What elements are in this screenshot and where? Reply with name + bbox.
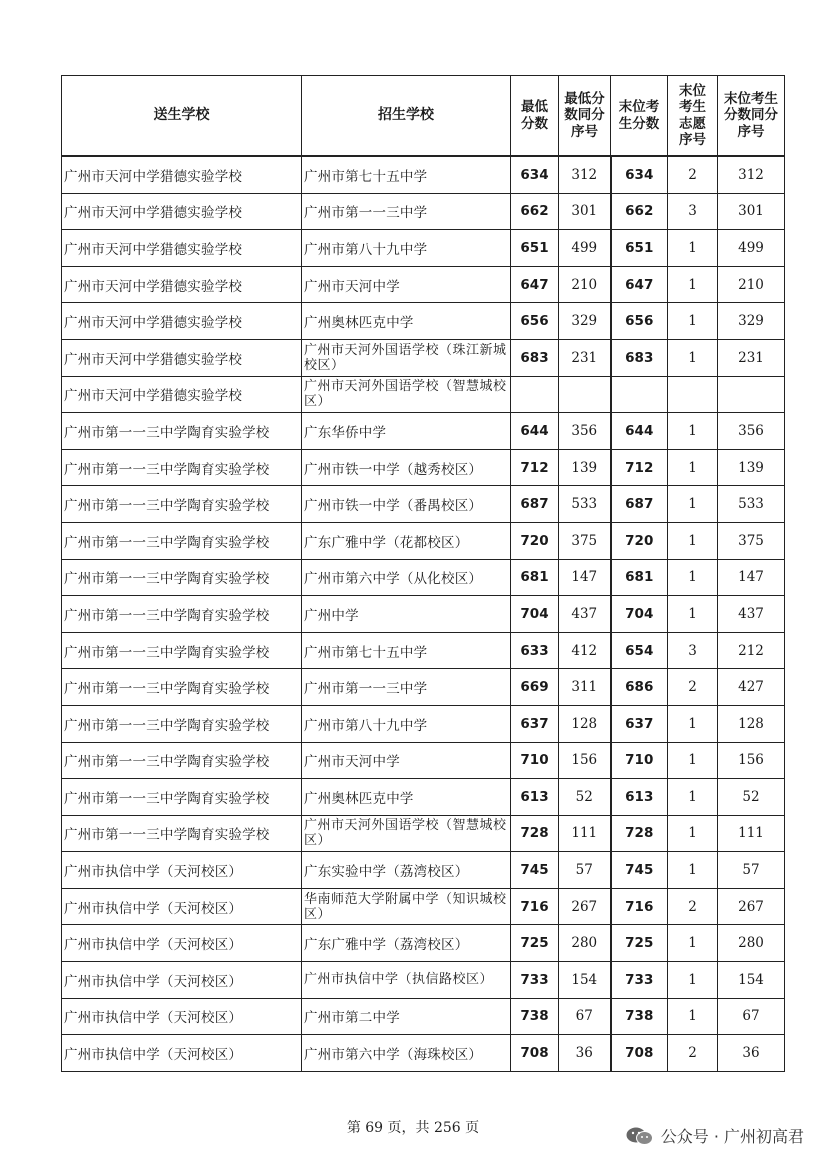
recv-school-cell: 广州市天河外国语学校（智慧城校区） <box>302 815 511 852</box>
table-row <box>62 669 785 706</box>
send-school-cell: 广州市执信中学（天河校区） <box>62 852 302 889</box>
last-score-cell: 687 <box>611 486 668 523</box>
recv-school-cell: 广州市第六中学（从化校区） <box>302 559 511 596</box>
last-rank-cell: 36 <box>718 1035 785 1072</box>
table-row <box>62 888 785 925</box>
send-school-cell: 广州市第一一三中学陶育实验学校 <box>62 596 302 633</box>
recv-school-cell: 广州市第八十九中学 <box>302 705 511 742</box>
min-score-rank-cell: 36 <box>559 1035 611 1072</box>
min-score-cell: 647 <box>511 266 559 303</box>
header-last-choice: 末位 考生 志愿 序号 <box>668 76 718 157</box>
last-rank-cell: 499 <box>718 230 785 267</box>
min-score-cell: 662 <box>511 193 559 230</box>
min-score-rank-cell <box>559 376 611 413</box>
table-row <box>62 339 785 376</box>
table-row <box>62 303 785 340</box>
last-choice-cell: 1 <box>668 413 718 450</box>
page-footer: 第 69 页，共 256 页 <box>346 1120 480 1136</box>
send-school-cell: 广州市执信中学（天河校区） <box>62 998 302 1035</box>
send-school-cell: 广州市第一一三中学陶育实验学校 <box>62 815 302 852</box>
min-score-rank-cell: 128 <box>559 705 611 742</box>
recv-school-cell: 广州市铁一中学（番禺校区） <box>302 486 511 523</box>
last-choice-cell: 1 <box>668 266 718 303</box>
min-score-rank-cell: 210 <box>559 266 611 303</box>
last-score-cell: 738 <box>611 998 668 1035</box>
min-score-rank-cell: 412 <box>559 632 611 669</box>
min-score-cell: 637 <box>511 705 559 742</box>
recv-school-cell: 广州市天河外国语学校（智慧城校区） <box>302 376 511 413</box>
table-row <box>62 559 785 596</box>
table-row <box>62 230 785 267</box>
send-school-cell: 广州市第一一三中学陶育实验学校 <box>62 705 302 742</box>
send-school-cell: 广州市天河中学猎德实验学校 <box>62 339 302 376</box>
last-score-cell: 704 <box>611 596 668 633</box>
last-score-cell: 712 <box>611 449 668 486</box>
min-score-rank-cell: 499 <box>559 230 611 267</box>
min-score-cell: 716 <box>511 888 559 925</box>
recv-school-cell: 华南师范大学附属中学（知识城校区） <box>302 888 511 925</box>
table-row <box>62 156 785 193</box>
last-score-cell: 683 <box>611 339 668 376</box>
last-choice-cell: 1 <box>668 815 718 852</box>
send-school-cell: 广州市第一一三中学陶育实验学校 <box>62 559 302 596</box>
send-school-cell: 广州市天河中学猎德实验学校 <box>62 230 302 267</box>
table-row <box>62 852 785 889</box>
watermark <box>625 1124 804 1147</box>
last-choice-cell: 1 <box>668 705 718 742</box>
last-score-cell: 613 <box>611 779 668 816</box>
recv-school-cell: 广东广雅中学（荔湾校区） <box>302 925 511 962</box>
last-rank-cell: 156 <box>718 742 785 779</box>
recv-school-cell: 广州市第六中学（海珠校区） <box>302 1035 511 1072</box>
recv-school-cell: 广州市铁一中学（越秀校区） <box>302 449 511 486</box>
min-score-cell: 745 <box>511 852 559 889</box>
min-score-cell: 720 <box>511 522 559 559</box>
last-choice-cell: 1 <box>668 779 718 816</box>
table-row <box>62 413 785 450</box>
last-choice-cell: 3 <box>668 632 718 669</box>
last-score-cell: 656 <box>611 303 668 340</box>
min-score-cell: 613 <box>511 779 559 816</box>
recv-school-cell: 广东华侨中学 <box>302 413 511 450</box>
recv-school-cell: 广州奥林匹克中学 <box>302 779 511 816</box>
last-score-cell: 647 <box>611 266 668 303</box>
recv-school-cell: 广州市第七十五中学 <box>302 156 511 193</box>
last-score-cell: 637 <box>611 705 668 742</box>
header-min-score-rank: 最低分 数同分 序号 <box>559 76 611 157</box>
last-rank-cell: 67 <box>718 998 785 1035</box>
min-score-rank-cell: 147 <box>559 559 611 596</box>
min-score-rank-cell: 67 <box>559 998 611 1035</box>
recv-school-cell: 广州市第七十五中学 <box>302 632 511 669</box>
last-rank-cell: 52 <box>718 779 785 816</box>
last-rank-cell: 154 <box>718 962 785 999</box>
min-score-rank-cell: 267 <box>559 888 611 925</box>
last-score-cell: 681 <box>611 559 668 596</box>
recv-school-cell: 广州中学 <box>302 596 511 633</box>
table-row <box>62 632 785 669</box>
last-score-cell: 654 <box>611 632 668 669</box>
min-score-cell: 669 <box>511 669 559 706</box>
send-school-cell: 广州市第一一三中学陶育实验学校 <box>62 632 302 669</box>
last-rank-cell: 375 <box>718 522 785 559</box>
recv-school-cell: 广州市第一一三中学 <box>302 193 511 230</box>
last-rank-cell: 139 <box>718 449 785 486</box>
min-score-cell: 738 <box>511 998 559 1035</box>
min-score-rank-cell: 154 <box>559 962 611 999</box>
last-choice-cell: 1 <box>668 230 718 267</box>
min-score-rank-cell: 301 <box>559 193 611 230</box>
recv-school-cell: 广州市天河中学 <box>302 742 511 779</box>
recv-school-cell: 广州市第二中学 <box>302 998 511 1035</box>
table-row <box>62 193 785 230</box>
header-last-score: 末位考 生分数 <box>611 76 668 157</box>
last-choice-cell: 3 <box>668 193 718 230</box>
recv-school-cell: 广州市天河中学 <box>302 266 511 303</box>
last-choice-cell: 1 <box>668 998 718 1035</box>
last-rank-cell: 111 <box>718 815 785 852</box>
min-score-cell: 633 <box>511 632 559 669</box>
min-score-cell: 687 <box>511 486 559 523</box>
table-row <box>62 449 785 486</box>
min-score-rank-cell: 139 <box>559 449 611 486</box>
last-rank-cell: 147 <box>718 559 785 596</box>
last-rank-cell <box>718 376 785 413</box>
min-score-rank-cell: 375 <box>559 522 611 559</box>
min-score-cell: 656 <box>511 303 559 340</box>
send-school-cell: 广州市执信中学（天河校区） <box>62 888 302 925</box>
last-choice-cell: 1 <box>668 925 718 962</box>
last-rank-cell: 533 <box>718 486 785 523</box>
table-row <box>62 486 785 523</box>
last-choice-cell <box>668 376 718 413</box>
min-score-rank-cell: 437 <box>559 596 611 633</box>
recv-school-cell: 广东广雅中学（花都校区） <box>302 522 511 559</box>
last-choice-cell: 2 <box>668 156 718 193</box>
last-choice-cell: 1 <box>668 559 718 596</box>
last-rank-cell: 212 <box>718 632 785 669</box>
last-choice-cell: 1 <box>668 962 718 999</box>
last-score-cell: 644 <box>611 413 668 450</box>
last-choice-cell: 1 <box>668 486 718 523</box>
send-school-cell: 广州市第一一三中学陶育实验学校 <box>62 742 302 779</box>
table-row <box>62 998 785 1035</box>
last-score-cell: 662 <box>611 193 668 230</box>
min-score-cell: 708 <box>511 1035 559 1072</box>
last-score-cell: 710 <box>611 742 668 779</box>
header-min-score: 最低 分数 <box>511 76 559 157</box>
send-school-cell: 广州市第一一三中学陶育实验学校 <box>62 486 302 523</box>
score-table <box>61 75 785 1072</box>
min-score-cell: 634 <box>511 156 559 193</box>
min-score-cell: 733 <box>511 962 559 999</box>
min-score-rank-cell: 52 <box>559 779 611 816</box>
table-row <box>62 742 785 779</box>
last-score-cell: 720 <box>611 522 668 559</box>
last-score-cell: 745 <box>611 852 668 889</box>
last-score-cell: 651 <box>611 230 668 267</box>
min-score-rank-cell: 156 <box>559 742 611 779</box>
table-row <box>62 779 785 816</box>
table-row <box>62 596 785 633</box>
min-score-rank-cell: 311 <box>559 669 611 706</box>
table-row <box>62 962 785 999</box>
table-row <box>62 522 785 559</box>
min-score-cell: 644 <box>511 413 559 450</box>
last-choice-cell: 1 <box>668 852 718 889</box>
send-school-cell: 广州市第一一三中学陶育实验学校 <box>62 449 302 486</box>
last-rank-cell: 280 <box>718 925 785 962</box>
table-row <box>62 815 785 852</box>
send-school-cell: 广州市天河中学猎德实验学校 <box>62 376 302 413</box>
last-rank-cell: 427 <box>718 669 785 706</box>
last-choice-cell: 1 <box>668 596 718 633</box>
table-row <box>62 1035 785 1072</box>
last-choice-cell: 2 <box>668 1035 718 1072</box>
min-score-cell: 651 <box>511 230 559 267</box>
send-school-cell: 广州市第一一三中学陶育实验学校 <box>62 669 302 706</box>
table-row <box>62 705 785 742</box>
recv-school-cell: 广州市天河外国语学校（珠江新城校区） <box>302 339 511 376</box>
last-choice-cell: 1 <box>668 742 718 779</box>
send-school-cell: 广州市天河中学猎德实验学校 <box>62 266 302 303</box>
header-send-school: 送生学校 <box>62 76 302 157</box>
min-score-cell: 704 <box>511 596 559 633</box>
send-school-cell: 广州市第一一三中学陶育实验学校 <box>62 779 302 816</box>
table-row <box>62 266 785 303</box>
recv-school-cell: 广州市第八十九中学 <box>302 230 511 267</box>
last-choice-cell: 2 <box>668 888 718 925</box>
recv-school-cell: 广州市第一一三中学 <box>302 669 511 706</box>
min-score-rank-cell: 312 <box>559 156 611 193</box>
send-school-cell: 广州市天河中学猎德实验学校 <box>62 156 302 193</box>
last-rank-cell: 329 <box>718 303 785 340</box>
header-recv-school: 招生学校 <box>302 76 511 157</box>
last-score-cell: 725 <box>611 925 668 962</box>
min-score-rank-cell: 280 <box>559 925 611 962</box>
watermark-text: 公众号 · 广州初高君 <box>660 1127 804 1146</box>
min-score-cell: 681 <box>511 559 559 596</box>
send-school-cell: 广州市执信中学（天河校区） <box>62 962 302 999</box>
last-rank-cell: 312 <box>718 156 785 193</box>
last-score-cell: 634 <box>611 156 668 193</box>
min-score-rank-cell: 57 <box>559 852 611 889</box>
send-school-cell: 广州市天河中学猎德实验学校 <box>62 193 302 230</box>
last-score-cell: 708 <box>611 1035 668 1072</box>
last-rank-cell: 356 <box>718 413 785 450</box>
send-school-cell: 广州市天河中学猎德实验学校 <box>62 303 302 340</box>
min-score-cell: 710 <box>511 742 559 779</box>
last-score-cell: 728 <box>611 815 668 852</box>
last-rank-cell: 437 <box>718 596 785 633</box>
send-school-cell: 广州市第一一三中学陶育实验学校 <box>62 413 302 450</box>
send-school-cell: 广州市执信中学（天河校区） <box>62 925 302 962</box>
min-score-cell <box>511 376 559 413</box>
last-choice-cell: 1 <box>668 449 718 486</box>
last-rank-cell: 301 <box>718 193 785 230</box>
recv-school-cell: 广州市执信中学（执信路校区） <box>302 962 511 999</box>
header-last-rank: 末位考生 分数同分 序号 <box>718 76 785 157</box>
send-school-cell: 广州市执信中学（天河校区） <box>62 1035 302 1072</box>
last-choice-cell: 1 <box>668 339 718 376</box>
table-row <box>62 925 785 962</box>
table-row <box>62 376 785 413</box>
min-score-cell: 728 <box>511 815 559 852</box>
min-score-cell: 725 <box>511 925 559 962</box>
recv-school-cell: 广东实验中学（荔湾校区） <box>302 852 511 889</box>
last-choice-cell: 2 <box>668 669 718 706</box>
header-row <box>62 76 785 157</box>
last-rank-cell: 57 <box>718 852 785 889</box>
last-score-cell <box>611 376 668 413</box>
min-score-rank-cell: 111 <box>559 815 611 852</box>
last-rank-cell: 128 <box>718 705 785 742</box>
last-score-cell: 716 <box>611 888 668 925</box>
min-score-rank-cell: 533 <box>559 486 611 523</box>
last-rank-cell: 210 <box>718 266 785 303</box>
last-rank-cell: 231 <box>718 339 785 376</box>
last-rank-cell: 267 <box>718 888 785 925</box>
last-choice-cell: 1 <box>668 303 718 340</box>
last-score-cell: 686 <box>611 669 668 706</box>
min-score-rank-cell: 356 <box>559 413 611 450</box>
min-score-cell: 683 <box>511 339 559 376</box>
min-score-rank-cell: 329 <box>559 303 611 340</box>
min-score-cell: 712 <box>511 449 559 486</box>
last-choice-cell: 1 <box>668 522 718 559</box>
wechat-icon <box>625 1126 655 1146</box>
send-school-cell: 广州市第一一三中学陶育实验学校 <box>62 522 302 559</box>
min-score-rank-cell: 231 <box>559 339 611 376</box>
recv-school-cell: 广州奥林匹克中学 <box>302 303 511 340</box>
last-score-cell: 733 <box>611 962 668 999</box>
